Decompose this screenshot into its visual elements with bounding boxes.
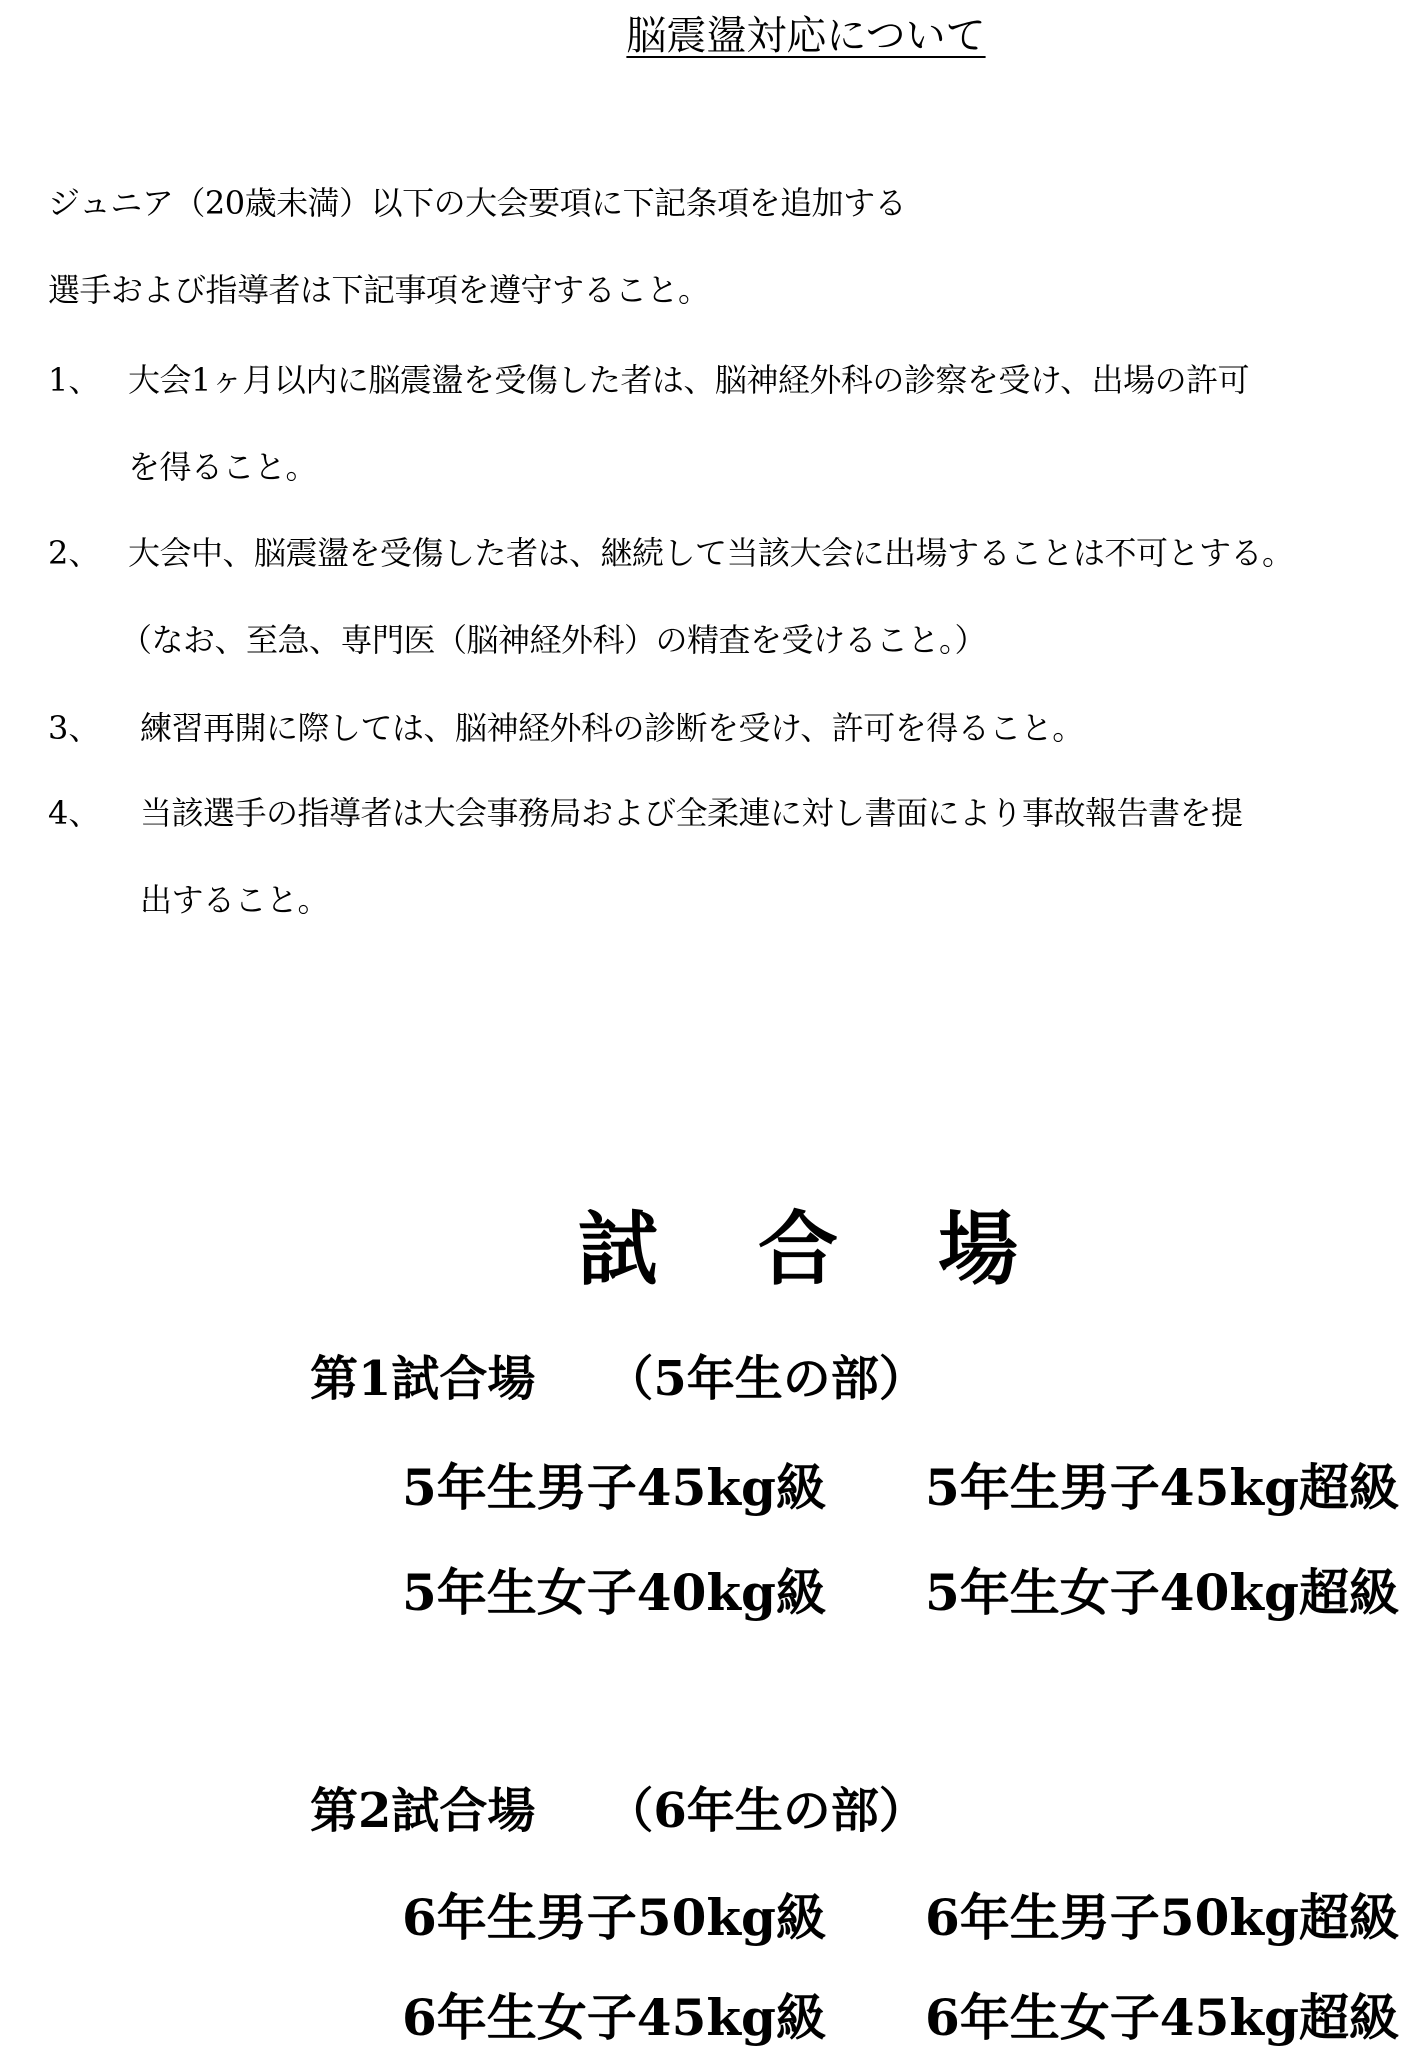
- venue-1-class-4: 5年生女子40kg超級: [925, 1563, 1399, 1622]
- venue-2-division: （6年生の部）: [605, 1783, 927, 1839]
- venue-2-class-2: 6年生男子50kg超級: [925, 1888, 1399, 1947]
- venue-1-class-2: 5年生男子45kg超級: [925, 1458, 1399, 1517]
- rule-1-line-2: を得ること。: [128, 448, 318, 486]
- rule-2-line-2: （なお、至急、専門医（脳神経外科）の精査を受けること。）: [120, 621, 987, 659]
- venue-1-header: [310, 1340, 927, 1409]
- venue-2-class-4: 6年生女子45kg超級: [925, 1988, 1399, 2047]
- venue-1-name: 第1試合場: [310, 1351, 536, 1407]
- venue-2-class-3: 6年生女子45kg級: [402, 1988, 826, 2047]
- rule-2-line-1: 大会中、脳震盪を受傷した者は、継続して当該大会に出場することは不可とする。: [128, 534, 1294, 572]
- venue-2-header: [310, 1772, 927, 1841]
- venue-1-class-1: 5年生男子45kg級: [402, 1458, 826, 1517]
- rule-4-number: 4、: [48, 794, 101, 832]
- venue-2-class-1: 6年生男子50kg級: [402, 1888, 826, 1947]
- venue-1-division: （5年生の部）: [605, 1351, 927, 1407]
- rule-4-line-2: 出すること。: [140, 881, 330, 919]
- venue-2-name: 第2試合場: [310, 1783, 536, 1839]
- venue-1-class-3: 5年生女子40kg級: [402, 1563, 826, 1622]
- venue-heading: 試合場: [578, 1202, 1118, 1296]
- intro-line-1: ジュニア（20歳未満）以下の大会要項に下記条項を追加する: [48, 184, 907, 222]
- rule-1-number: 1、: [48, 361, 101, 399]
- rule-2-number: 2、: [48, 534, 101, 572]
- rule-4-line-1: 当該選手の指導者は大会事務局および全柔連に対し書面により事故報告書を提: [140, 794, 1243, 832]
- rule-3-number: 3、: [48, 709, 101, 747]
- intro-line-2: 選手および指導者は下記事項を遵守すること。: [48, 271, 710, 309]
- rule-3-line-1: 練習再開に際しては、脳神経外科の診断を受け、許可を得ること。: [140, 709, 1084, 747]
- rule-1-line-1: 大会1ヶ月以内に脳震盪を受傷した者は、脳神経外科の診察を受け、出場の許可: [128, 361, 1250, 399]
- page-title: 脳震盪対応について: [626, 13, 986, 59]
